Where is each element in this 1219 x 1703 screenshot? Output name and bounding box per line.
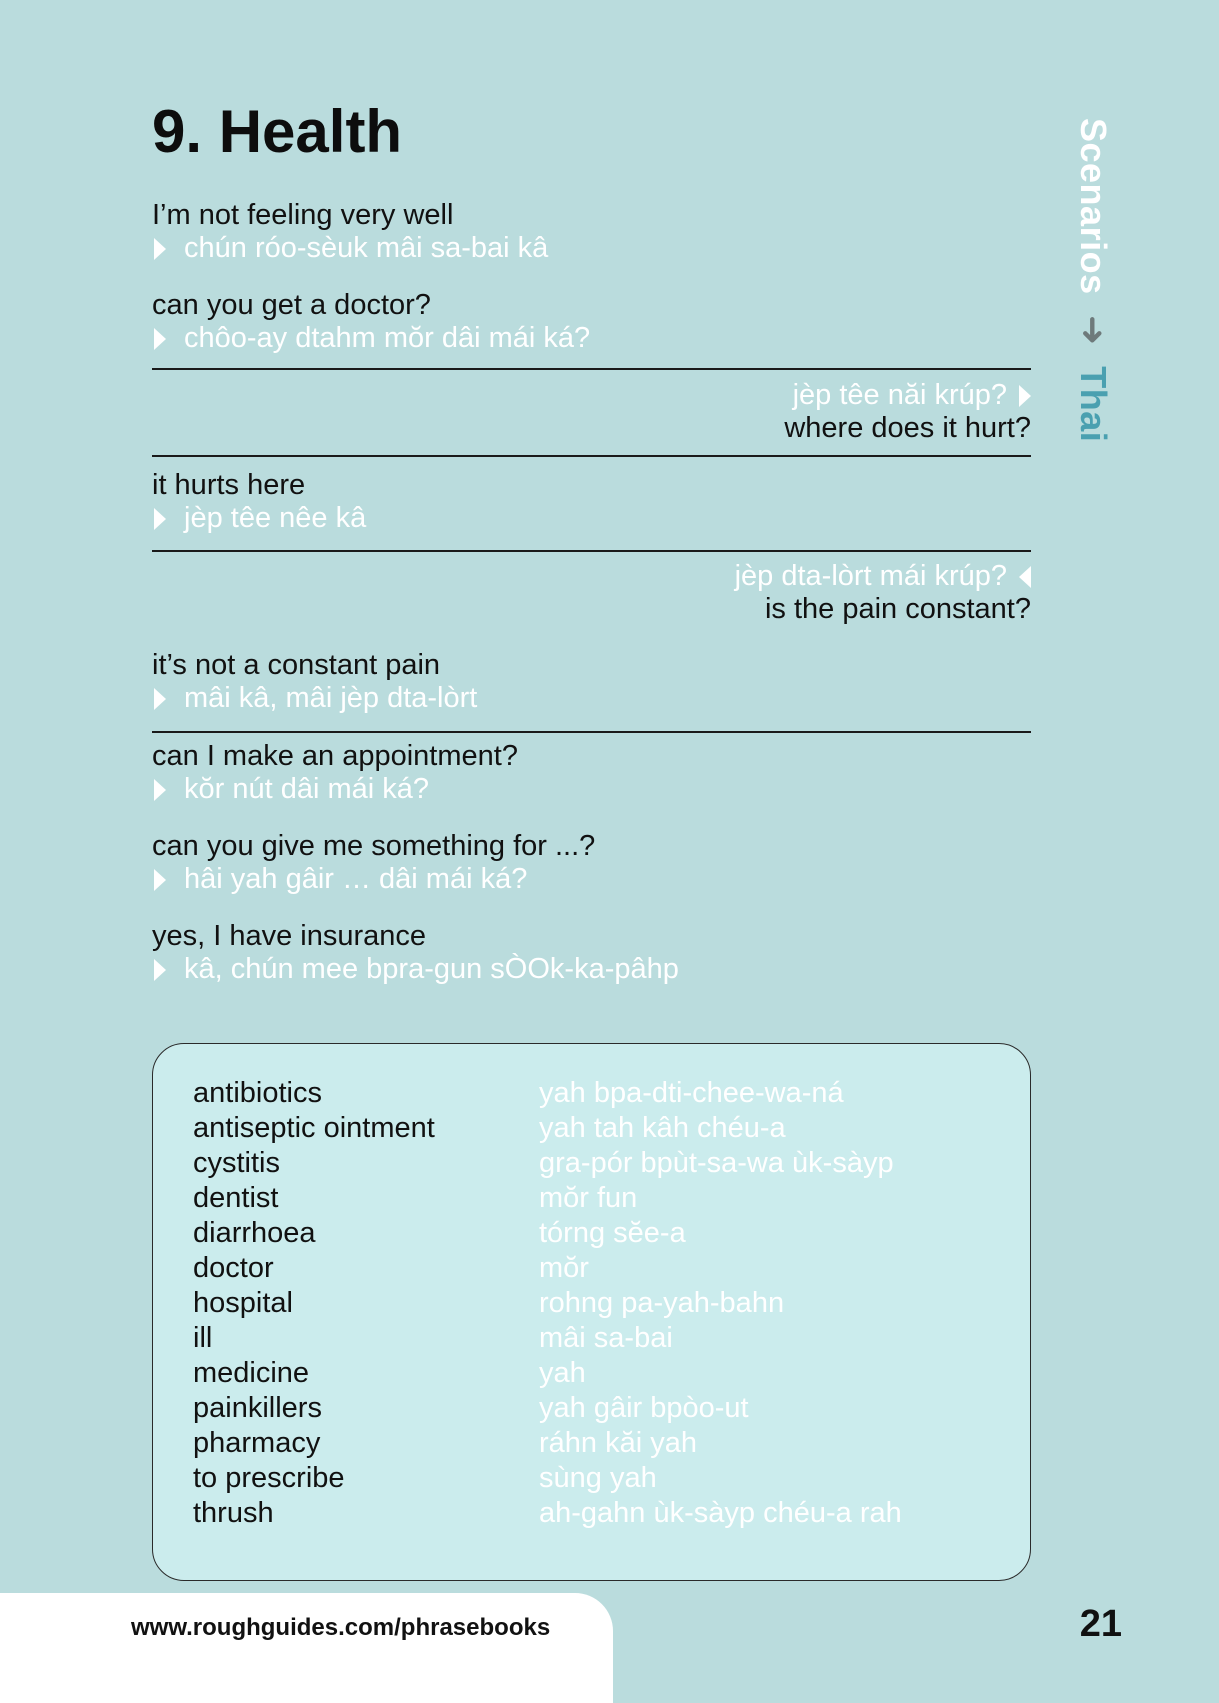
vocab-row — [193, 1251, 993, 1286]
vocab-thai: mâi sa-bai — [539, 1322, 673, 1354]
vocab-thai: tórng sĕe-a — [539, 1217, 686, 1249]
vocab-row — [193, 1461, 993, 1496]
phrase-english: can you get a doctor? — [152, 289, 431, 321]
phrase-english: is the pain constant? — [764, 593, 1031, 625]
vocab-row — [193, 1286, 993, 1321]
divider — [152, 368, 1031, 370]
vocab-english: diarrhoea — [193, 1217, 316, 1249]
vocab-english: doctor — [193, 1252, 274, 1284]
phrase-english: where does it hurt? — [784, 412, 1031, 444]
play-triangle-icon — [154, 959, 166, 981]
phrase-block — [152, 649, 477, 715]
vocabulary-list — [193, 1076, 993, 1531]
phrase-thai: hâi yah gâir … dâi mái ká? — [184, 863, 528, 895]
vocab-thai: sùng yah — [539, 1462, 657, 1494]
language-label: Thai — [1073, 366, 1114, 443]
page-title: 9. Health — [152, 98, 403, 165]
phrase-english: can I make an appointment? — [152, 740, 518, 772]
play-triangle-icon — [154, 688, 166, 710]
phrase-thai: jèp têe năi krúp? — [792, 379, 1007, 411]
phrase-thai: jèp têe nêe kâ — [184, 502, 367, 534]
vocab-thai: mŏr fun — [539, 1182, 638, 1214]
vocab-row — [193, 1216, 993, 1251]
vocab-english: thrush — [193, 1497, 274, 1529]
vocab-row — [193, 1076, 993, 1111]
vocab-thai: rohng pa-yah-bahn — [539, 1287, 785, 1319]
vocab-english: dentist — [193, 1182, 279, 1214]
vocab-english: antibiotics — [193, 1077, 322, 1109]
phrase-thai: jèp dta-lòrt mái krúp? — [734, 560, 1007, 592]
phrase-block — [152, 199, 548, 265]
phrase-block — [152, 469, 366, 535]
phrase-block — [152, 740, 518, 806]
section-label: Scenarios — [1073, 118, 1114, 295]
phrase-block — [152, 920, 679, 986]
page-number: 21 — [1079, 1603, 1122, 1645]
vocab-row — [193, 1146, 993, 1181]
vocab-thai: ráhn kăi yah — [539, 1427, 697, 1459]
footer-url[interactable]: www.roughguides.com/phrasebooks — [131, 1614, 551, 1641]
vocab-row — [193, 1356, 993, 1391]
vocab-thai: yah tah kâh chéu-a — [539, 1112, 786, 1144]
vocabulary-box — [152, 1043, 1031, 1581]
footer-tab — [0, 1593, 613, 1703]
vocab-thai: ah-gahn ùk-sàyp chéu-a rah — [539, 1497, 902, 1529]
divider — [152, 731, 1031, 733]
vocab-english: cystitis — [193, 1147, 280, 1179]
phrase-thai: chôo-ay dtahm mŏr dâi mái ká? — [184, 322, 591, 354]
vocab-english: to prescribe — [193, 1462, 345, 1494]
arrow-right-icon: ➜ — [1073, 315, 1114, 346]
phrase-english: it hurts here — [152, 469, 306, 501]
vocab-thai: yah — [539, 1357, 586, 1389]
vocab-row — [193, 1321, 993, 1356]
play-triangle-icon — [154, 328, 166, 350]
phrase-block-response — [784, 379, 1031, 445]
phrase-block-response — [735, 560, 1031, 626]
phrase-english: it’s not a constant pain — [152, 649, 441, 681]
phrase-block — [152, 830, 595, 896]
phrase-thai: kâ, chún mee bpra-gun sÒOk-ka-pâhp — [184, 953, 679, 985]
play-triangle-icon — [1019, 385, 1031, 407]
vocab-english: antiseptic ointment — [193, 1112, 435, 1144]
vocab-row — [193, 1181, 993, 1216]
phrase-block — [152, 289, 590, 355]
play-triangle-icon — [154, 779, 166, 801]
vocab-thai: gra-pór bpùt-sa-wa ùk-sàyp — [539, 1147, 894, 1179]
vocab-english: ill — [193, 1322, 213, 1354]
vocab-thai: yah bpa-dti-chee-wa-ná — [539, 1077, 844, 1109]
vocab-row — [193, 1426, 993, 1461]
vocab-thai: mŏr — [539, 1252, 589, 1284]
phrase-thai: mâi kâ, mâi jèp dta-lòrt — [184, 682, 478, 714]
phrase-english: yes, I have insurance — [152, 920, 427, 952]
divider — [152, 455, 1031, 457]
section-tab — [1073, 118, 1114, 443]
play-triangle-left-icon — [1019, 566, 1031, 588]
vocab-row — [193, 1111, 993, 1146]
vocab-row — [193, 1496, 993, 1531]
phrase-thai: kŏr nút dâi mái ká? — [184, 773, 430, 805]
play-triangle-icon — [154, 869, 166, 891]
vocab-english: medicine — [193, 1357, 310, 1389]
play-triangle-icon — [154, 508, 166, 530]
phrase-thai: chún róo-sèuk mâi sa-bai kâ — [184, 232, 549, 264]
vocab-row — [193, 1391, 993, 1426]
vocab-english: pharmacy — [193, 1427, 321, 1459]
phrase-english: can you give me something for ...? — [152, 830, 596, 862]
vocab-english: painkillers — [193, 1392, 322, 1424]
vocab-english: hospital — [193, 1287, 293, 1319]
play-triangle-icon — [154, 238, 166, 260]
vocab-thai: yah gâir bpòo-ut — [539, 1392, 749, 1424]
phrase-english: I’m not feeling very well — [152, 199, 454, 231]
divider — [152, 550, 1031, 552]
